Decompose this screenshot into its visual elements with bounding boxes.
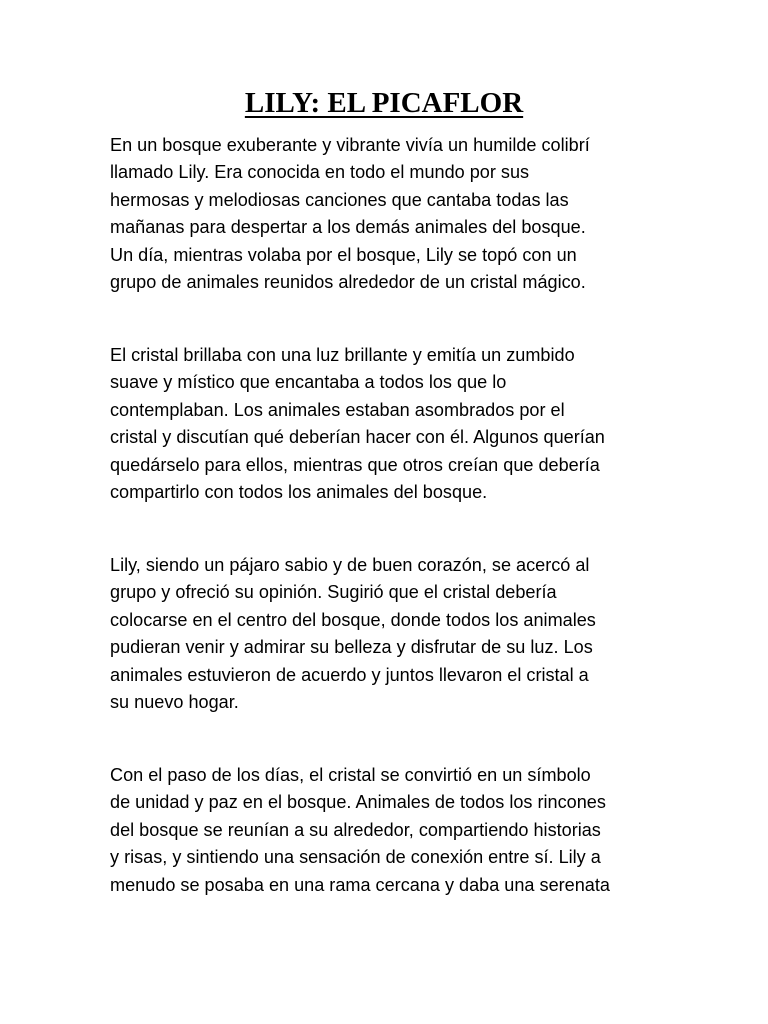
paragraph-line: hermosas y melodiosas canciones que cantaba todas las [110, 189, 569, 210]
paragraph-line: El cristal brillaba con una luz brillante y emitía un zumbido [110, 345, 575, 365]
paragraph-line: pudieran venir y admirar su belleza y disfrutar de su luz. Los [110, 637, 593, 658]
paragraph-4 [110, 762, 670, 899]
paragraph-line: llamado Lily. Era conocida en todo el mundo por sus [110, 162, 530, 183]
paragraph-line: quedárselo para ellos, mientras que otros creían que debería [110, 454, 600, 475]
paragraph-line: y risas, y sintiendo una sensación de conexión entre sí. Lily a [110, 847, 601, 868]
paragraph-line: Un día, mientras volaba por el bosque, Lily se topó con un [110, 244, 577, 265]
paragraph-line: compartirlo con todos los animales del bosque. [110, 482, 488, 503]
paragraph-line: de unidad y paz en el bosque. Animales de todos los rincones [110, 792, 606, 813]
paragraph-line: su nuevo hogar. [110, 692, 239, 713]
paragraph-line: colocarse en el centro del bosque, donde todos los animales [110, 609, 596, 630]
paragraph-2 [110, 342, 670, 506]
paragraph-line: contemplaban. Los animales estaban asombrados por el [110, 399, 565, 420]
paragraph-1 [110, 132, 670, 296]
paragraph-3 [110, 552, 670, 716]
paragraph-line: animales estuvieron de acuerdo y juntos llevaron el cristal a [110, 664, 589, 685]
paragraph-line: Lily, siendo un pájaro sabio y de buen corazón, se acercó al [110, 555, 590, 575]
paragraph-line: menudo se posaba en una rama cercana y daba una serenata [110, 874, 610, 895]
document-title: LILY: EL PICAFLOR [244, 87, 524, 119]
paragraph-line: cristal y discutían qué deberían hacer con él. Algunos querían [110, 427, 605, 448]
paragraph-line: del bosque se reunían a su alrededor, compartiendo historias [110, 819, 601, 840]
paragraph-line: En un bosque exuberante y vibrante vivía un humilde colibrí [110, 135, 590, 155]
paragraph-line: grupo y ofreció su opinión. Sugirió que el cristal debería [110, 582, 557, 603]
paragraph-line: Con el paso de los días, el cristal se convirtió en un símbolo [110, 765, 591, 785]
paragraph-line: mañanas para despertar a los demás animales del bosque. [110, 217, 586, 238]
paragraph-line: suave y místico que encantaba a todos los que lo [110, 372, 507, 393]
paragraph-line: grupo de animales reunidos alrededor de un cristal mágico. [110, 272, 586, 293]
